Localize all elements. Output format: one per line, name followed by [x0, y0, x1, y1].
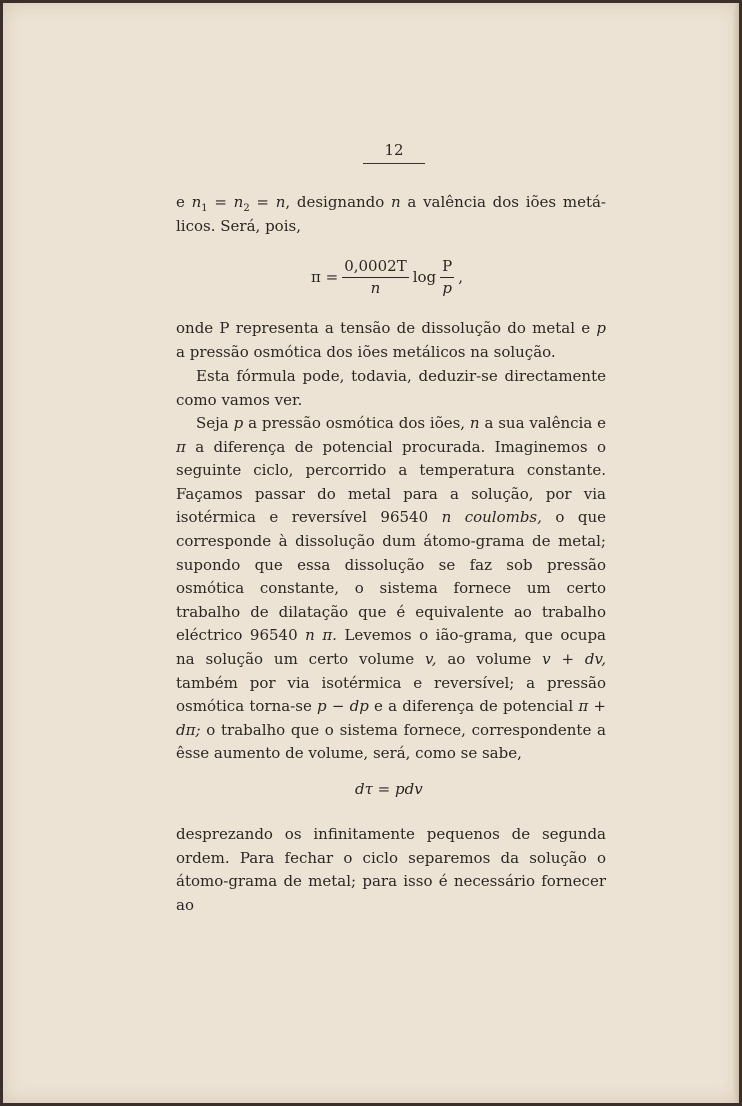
paragraph-1-line-1: e $n_1 = n_2 = n$, designando n a valência dos iões metá- [176, 193, 606, 214]
paragraph-2-line-1: onde P representa a tensão de dissolução do metal e p [176, 319, 606, 337]
formula-fraction-2: $\frac{P}{p}$ [442, 257, 453, 297]
formula-potential [311, 257, 463, 298]
paragraph-5: desprezando os infinitamente pequenos de segunda ordem. Para fechar o ciclo separemos da solução o átomo-grama de metal; para isso é necessário fornecer ao [176, 825, 606, 914]
page-number-rule [363, 163, 425, 164]
page-number: 12 [384, 141, 404, 159]
formula-comma: , [458, 268, 464, 287]
page-edge [733, 3, 739, 1103]
paragraph-4: Seja p a pressão osmótica dos iões, n a sua valência e π a diferença de potencial procurada. Imaginemos o seguinte ciclo, percorrido a temperatura constante. Façamos passar do metal para a solução, por via isotérmica e reversível 96540 n coulombs, o que corresponde à dissolução dum átomo-grama de metal; supondo que essa dissolução se faz sob pressão osmótica constante, o sistema fornece um certo trabalho de dilatação que é equivalente ao trabalho eléctrico 96540 n π. Levemos o ião-grama, que ocupa na solução um certo volume v, ao volume v + dv, também por via isotérmica e reversível; a pressão osmótica torna-se p − dp e a diferença de potencial π + dπ; o trabalho que o sistema fornece, correspondente a êsse aumento de volume, será, como se sabe, [176, 414, 606, 763]
book-page [3, 3, 739, 1103]
paragraph-3: Esta fórmula pode, todavia, deduzir-se directamente como vamos ver. [176, 367, 606, 409]
formula-log: log [412, 268, 437, 287]
paragraph-2-line-2: a pressão osmótica dos iões metálicos na solução. [176, 343, 556, 361]
formula-lhs: π = [311, 268, 339, 287]
formula-work: dτ = pdv [355, 780, 423, 798]
formula-fraction-1: $\frac{0,0002T}{n}$ [344, 257, 407, 297]
paragraph-1-line-2: licos. Será, pois, [176, 217, 301, 235]
